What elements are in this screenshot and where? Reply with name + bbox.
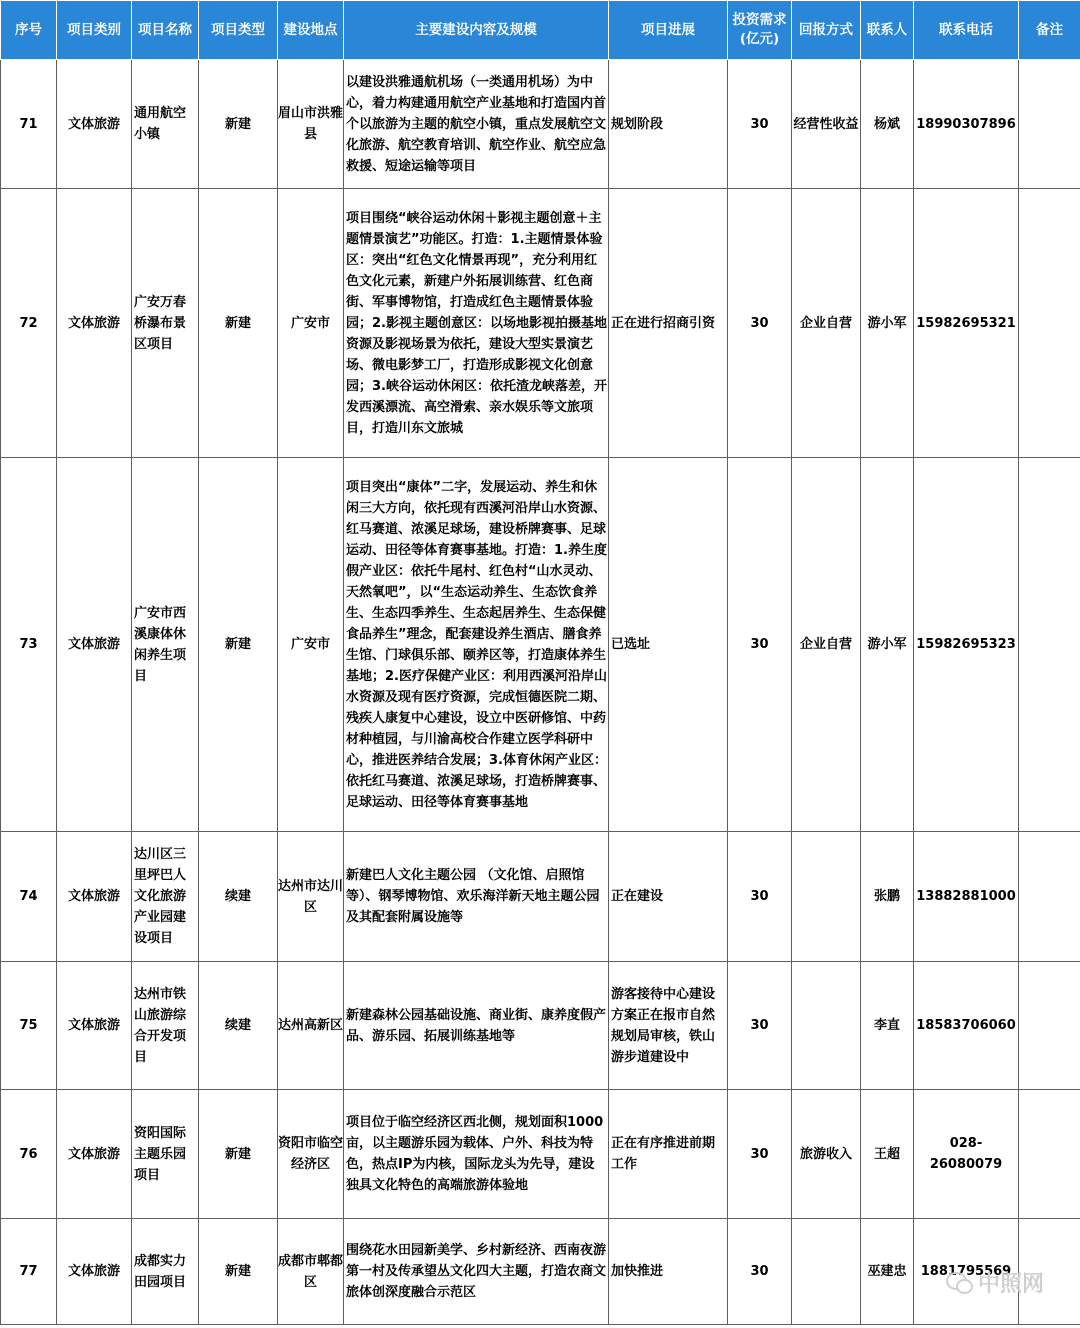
cell-progress: 正在进行招商引资 [609, 189, 728, 458]
cell-category: 文体旅游 [57, 60, 132, 189]
cell-category: 文体旅游 [57, 962, 132, 1090]
cell-investment: 30 [728, 1219, 792, 1325]
header-remarks: 备注 [1019, 1, 1080, 60]
cell-type: 新建 [199, 1219, 278, 1325]
cell-phone: 1881795569 [914, 1219, 1019, 1325]
cell-progress: 游客接待中心建设方案正在报市自然规划局审核，铁山游步道建设中 [609, 962, 728, 1090]
cell-return: 旅游收入 [792, 1090, 861, 1219]
cell-category: 文体旅游 [57, 832, 132, 962]
header-return: 回报方式 [792, 1, 861, 60]
cell-contact: 游小军 [861, 189, 914, 458]
cell-phone: 18990307896 [914, 60, 1019, 189]
cell-content: 新建巴人文化主题公园 （文化馆、启照馆等）、钢琴博物馆、欢乐海洋新天地主题公园及其配套附属设施等 [344, 832, 609, 962]
cell-phone: 15982695321 [914, 189, 1019, 458]
header-content: 主要建设内容及规模 [344, 1, 609, 60]
cell-name: 达州市铁山旅游综合开发项目 [132, 962, 199, 1090]
table-row [1, 832, 1080, 962]
cell-return: 企业自营 [792, 458, 861, 832]
header-progress: 项目进展 [609, 1, 728, 60]
cell-location: 达州市达川区 [278, 832, 344, 962]
header-investment-line1: 投资需求 [732, 12, 787, 28]
table-header-row [1, 1, 1080, 60]
cell-investment: 30 [728, 962, 792, 1090]
cell-location: 成都市郫都区 [278, 1219, 344, 1325]
cell-phone: 18583706060 [914, 962, 1019, 1090]
cell-type: 新建 [199, 1090, 278, 1219]
cell-return: 企业自营 [792, 189, 861, 458]
cell-content: 项目位于临空经济区西北侧，规划面积1000亩，以主题游乐园为载体、户外、科技为特色，热点IP为内核，国际龙头为先导，建设独具文化特色的高端旅游体验地 [344, 1090, 609, 1219]
header-phone: 联系电话 [914, 1, 1019, 60]
header-location: 建设地点 [278, 1, 344, 60]
cell-location: 资阳市临空经济区 [278, 1090, 344, 1219]
cell-type: 新建 [199, 60, 278, 189]
cell-investment: 30 [728, 189, 792, 458]
table-row [1, 189, 1080, 458]
cell-seq: 77 [1, 1219, 57, 1325]
cell-location: 广安市 [278, 189, 344, 458]
cell-category: 文体旅游 [57, 1219, 132, 1325]
cell-name: 广安市西溪康体休闲养生项目 [132, 458, 199, 832]
table-row [1, 962, 1080, 1090]
cell-investment: 30 [728, 1090, 792, 1219]
cell-return: 经营性收益 [792, 60, 861, 189]
cell-location: 眉山市洪雅县 [278, 60, 344, 189]
cell-phone: 028-26080079 [914, 1090, 1019, 1219]
cell-name: 广安万春桥瀑布景区项目 [132, 189, 199, 458]
cell-contact: 杨斌 [861, 60, 914, 189]
header-category: 项目类别 [57, 1, 132, 60]
header-contact: 联系人 [861, 1, 914, 60]
header-investment-line2: (亿元) [739, 31, 780, 47]
cell-name: 成都实力田园项目 [132, 1219, 199, 1325]
cell-phone: 13882881000 [914, 832, 1019, 962]
cell-location: 达州高新区 [278, 962, 344, 1090]
cell-remarks [1019, 832, 1080, 962]
cell-return [792, 832, 861, 962]
cell-return [792, 1219, 861, 1325]
cell-phone: 15982695323 [914, 458, 1019, 832]
cell-category: 文体旅游 [57, 189, 132, 458]
cell-seq: 75 [1, 962, 57, 1090]
cell-seq: 73 [1, 458, 57, 832]
cell-progress: 规划阶段 [609, 60, 728, 189]
cell-seq: 76 [1, 1090, 57, 1219]
cell-progress: 加快推进 [609, 1219, 728, 1325]
header-investment [728, 1, 792, 60]
cell-contact: 王超 [861, 1090, 914, 1219]
cell-content: 项目围绕“峡谷运动休闲＋影视主题创意＋主题情景演艺”功能区。打造：1.主题情景体验区：突出“红色文化情景再现”，充分利用红色文化元素，新建户外拓展训练营、红色商街、军事博物馆，打造成红色主题情景体验园；2.影视主题创意区：以场地影视拍摄基地资源及影视场景为依托，建设大型实景演艺场、微电影梦工厂，打造形成影视文化创意园；3.峡谷运动休闲区：依托渣龙峡落差，开发西溪漂流、高空滑索、亲水娱乐等文旅项目，打造川东文旅城 [344, 189, 609, 458]
cell-return [792, 962, 861, 1090]
header-type: 项目类型 [199, 1, 278, 60]
cell-seq: 71 [1, 60, 57, 189]
cell-remarks [1019, 458, 1080, 832]
cell-investment: 30 [728, 832, 792, 962]
cell-remarks [1019, 60, 1080, 189]
cell-category: 文体旅游 [57, 458, 132, 832]
cell-type: 续建 [199, 962, 278, 1090]
cell-content: 项目突出“康体”二字，发展运动、养生和休闲三大方向，依托现有西溪河沿岸山水资源、红马赛道、浓溪足球场，建设桥牌赛事、足球运动、田径等体育赛事基地。打造：1.养生度假产业区：依托牛尾村、红色村“山水灵动、天然氧吧”，以“生态运动养生、生态饮食养生、生态四季养生、生态起居养生、生态保健食品养生”理念，配套建设养生酒店、膳食养生馆、门球俱乐部、颐养区等，打造康体养生基地；2.医疗保健产业区：利用西溪河沿岸山水资源及现有医疗资源，完成恒德医院二期、残疾人康复中心建设，设立中医研修馆、中药材种植园，与川渝高校合作建立医学科研中心，推进医养结合发展；3.体育休闲产业区：依托红马赛道、浓溪足球场，打造桥牌赛事、足球运动、田径等体育赛事基地 [344, 458, 609, 832]
cell-contact: 巫建忠 [861, 1219, 914, 1325]
cell-remarks [1019, 1090, 1080, 1219]
cell-content: 以建设洪雅通航机场（一类通用机场）为中心，着力构建通用航空产业基地和打造国内首个以旅游为主题的航空小镇，重点发展航空文化旅游、航空教育培训、航空作业、航空应急救援、短途运输等项目 [344, 60, 609, 189]
cell-investment: 30 [728, 458, 792, 832]
cell-contact: 张鹏 [861, 832, 914, 962]
cell-type: 新建 [199, 458, 278, 832]
cell-seq: 72 [1, 189, 57, 458]
table-row [1, 1219, 1080, 1325]
cell-progress: 正在建设 [609, 832, 728, 962]
cell-progress: 正在有序推进前期工作 [609, 1090, 728, 1219]
wechat-icon [946, 1272, 972, 1294]
header-seq: 序号 [1, 1, 57, 60]
watermark [946, 1267, 1044, 1298]
cell-contact: 李直 [861, 962, 914, 1090]
cell-location: 广安市 [278, 458, 344, 832]
cell-contact: 游小军 [861, 458, 914, 832]
cell-type: 新建 [199, 189, 278, 458]
cell-name: 通用航空小镇 [132, 60, 199, 189]
header-name: 项目名称 [132, 1, 199, 60]
cell-seq: 74 [1, 832, 57, 962]
cell-content: 围绕花水田园新美学、乡村新经济、西南夜游第一村及传承望丛文化四大主题，打造农商文旅体创深度融合示范区 [344, 1219, 609, 1325]
cell-content: 新建森林公园基础设施、商业街、康养度假产品、游乐园、拓展训练基地等 [344, 962, 609, 1090]
table-row [1, 458, 1080, 832]
cell-remarks [1019, 962, 1080, 1090]
cell-remarks [1019, 189, 1080, 458]
table-row [1, 1090, 1080, 1219]
cell-name: 达川区三里坪巴人文化旅游产业园建设项目 [132, 832, 199, 962]
watermark-text: 中照网 [977, 1272, 1044, 1297]
cell-type: 续建 [199, 832, 278, 962]
cell-investment: 30 [728, 60, 792, 189]
cell-progress: 已选址 [609, 458, 728, 832]
table-row [1, 60, 1080, 189]
cell-category: 文体旅游 [57, 1090, 132, 1219]
cell-name: 资阳国际主题乐园项目 [132, 1090, 199, 1219]
